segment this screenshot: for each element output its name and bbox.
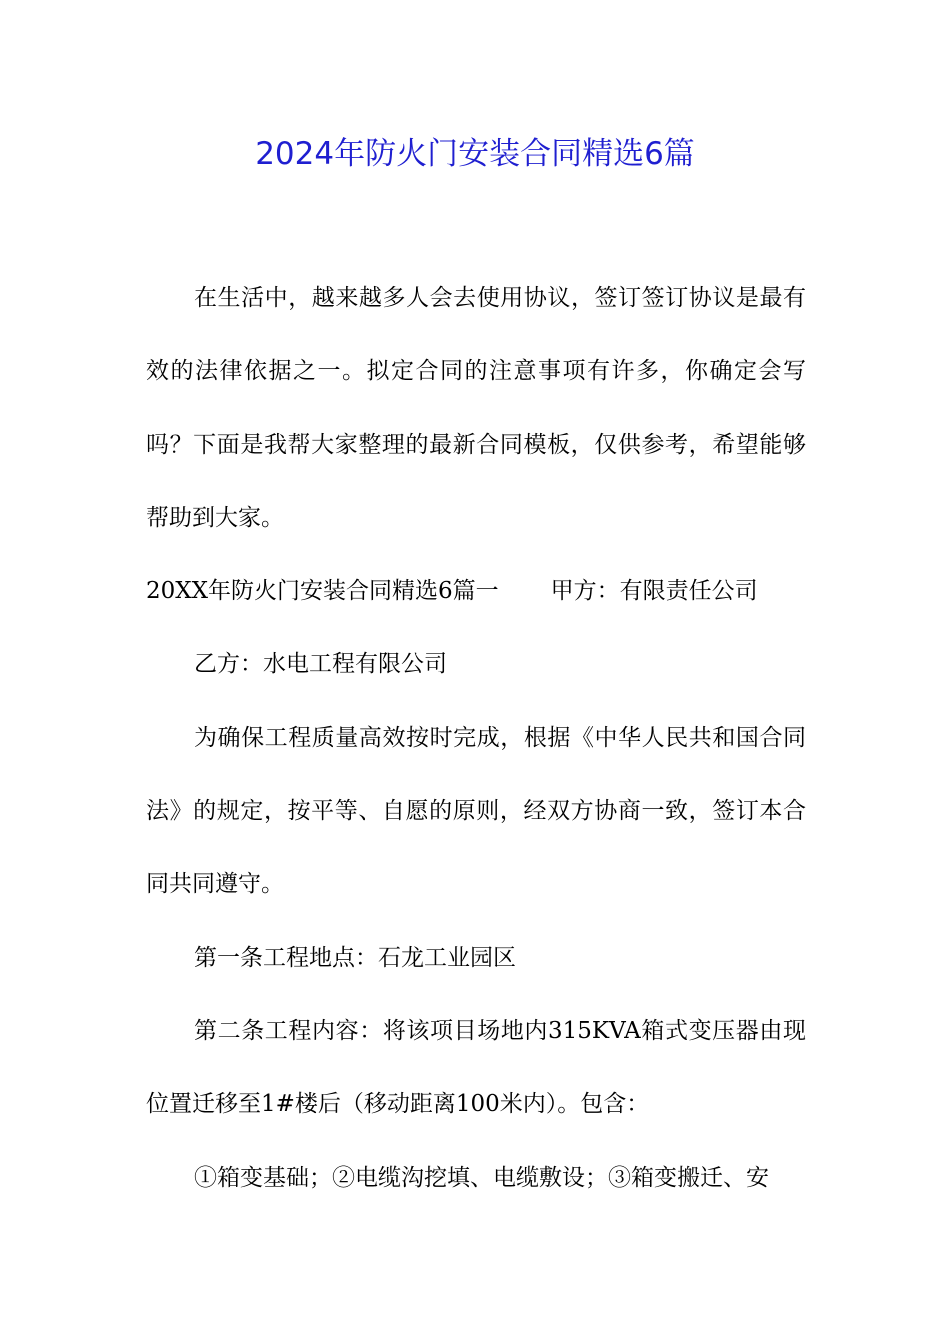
section-heading-line bbox=[146, 555, 806, 628]
party-a: 甲方：有限责任公司 bbox=[550, 578, 758, 605]
intro-paragraph: 在生活中，越来越多人会去使用协议，签订签订协议是最有效的法律依据之一。拟定合同的注意事项有许多，你确定会写吗？下面是我帮大家整理的最新合同模板，仅供参考，希望能够帮助到大家。 bbox=[146, 285, 806, 531]
article-1: 第一条工程地点：石龙工业园区 bbox=[194, 944, 516, 971]
document-body bbox=[146, 262, 806, 1215]
party-b: 乙方：水电工程有限公司 bbox=[194, 651, 447, 678]
article-2: 第二条工程内容：将该项目场地内315KVA箱式变压器由现位置迁移至1#楼后（移动距离100米内）。包含： bbox=[146, 1017, 806, 1118]
document-title: 2024年防火门安装合同精选6篇 bbox=[255, 136, 695, 172]
article-2-items: ①箱变基础；②电缆沟挖填、电缆敷设；③箱变搬迁、安 bbox=[194, 1164, 769, 1191]
section-heading: 20XX年防火门安装合同精选6篇一 bbox=[146, 578, 499, 605]
purpose-paragraph: 为确保工程质量高效按时完成，根据《中华人民共和国合同法》的规定，按平等、自愿的原则，经双方协商一致，签订本合同共同遵守。 bbox=[146, 724, 806, 898]
